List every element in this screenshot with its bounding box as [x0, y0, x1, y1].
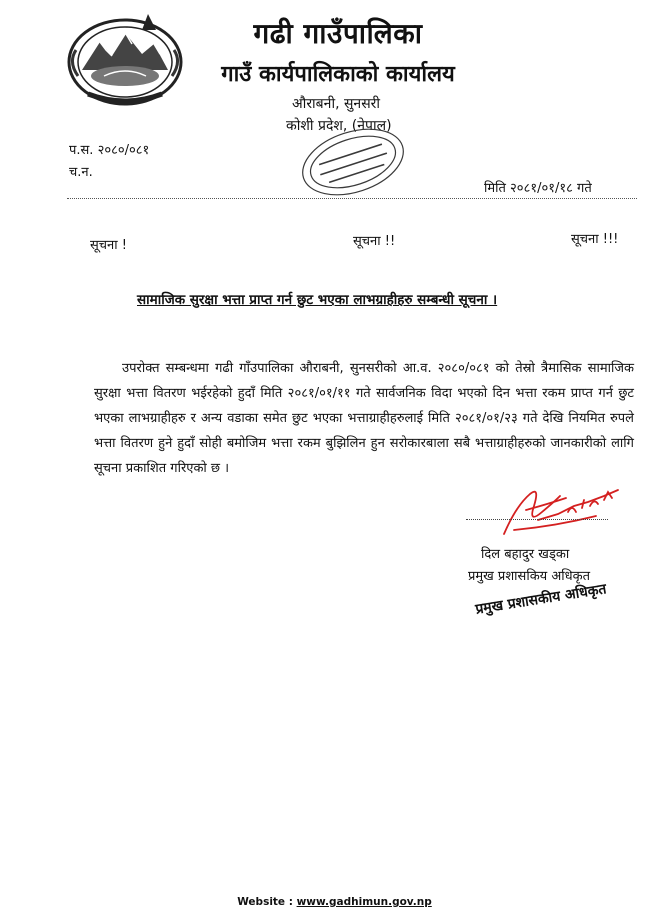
website-label: Website : [237, 896, 293, 908]
reference-number: प.स. २०८०/०८१ [69, 143, 150, 158]
notice-subject: सामाजिक सुरक्षा भत्ता प्राप्त गर्न छुट भएका लाभग्राहीहरु सम्बन्धी सूचना । [137, 292, 498, 308]
handwritten-signature [496, 476, 632, 544]
footer [0, 896, 669, 908]
dispatch-number: च.न. [69, 165, 93, 180]
office-name: गढी गाउँपालिका [253, 17, 423, 50]
notice-heading-2: सूचना !! [353, 234, 396, 249]
office-stamp-icon [292, 118, 414, 206]
notice-heading-3: सूचना !!! [571, 232, 619, 247]
notice-body: उपरोक्त सम्बन्धमा गढी गाँउपालिका औराबनी, सुनसरीको आ.व. २०८०/०८१ को तेस्रो त्रैमासिक सामाजिक सुरक्षा भत्ता वितरण भईरहेको हुदाँ मिति २०८१/०१/११ गते सार्वजनिक विदा भएको दिन भत्ता रकम प्राप्त गर्न छुट भएका लाभग्राहीहरु र अन्य वडाका समेत छुट भएका भत्ताग्राहीहरुलाई मिति २०८१/०१/२३ गते देखि नियमित रुपले भत्ता वितरण हुने हुदाँ सोही बमोजिम भत्ता रकम बुझिलिन हुन सरोकारबाला सबै भत्ताग्राहीहरुको जानकारीको लागि सूचना प्रकाशित गरिएको छ । [94, 361, 634, 476]
website-link[interactable]: www.gadhimun.gov.np [296, 896, 432, 908]
nepal-government-emblem-icon [64, 10, 186, 110]
designation-seal: प्रमुख प्रशासकीय अधिकृत [474, 581, 608, 618]
notice-heading-1: सूचना ! [90, 238, 127, 253]
signatory-title: प्रमुख प्रशासकिय अधिकृत [468, 569, 591, 584]
office-subtitle: गाउँ कार्यपालिकाको कार्यालय [221, 62, 455, 87]
notice-date: मिति २०८१/०१/१८ गते [484, 181, 592, 196]
address-line-2: कोशी प्रदेश, (नेपाल) [286, 118, 392, 134]
signature-line [466, 519, 608, 521]
signatory-name: दिल बहादुर खड्का [481, 547, 570, 562]
address-line-1: औराबनी, सुनसरी [292, 96, 381, 112]
divider [67, 198, 637, 200]
